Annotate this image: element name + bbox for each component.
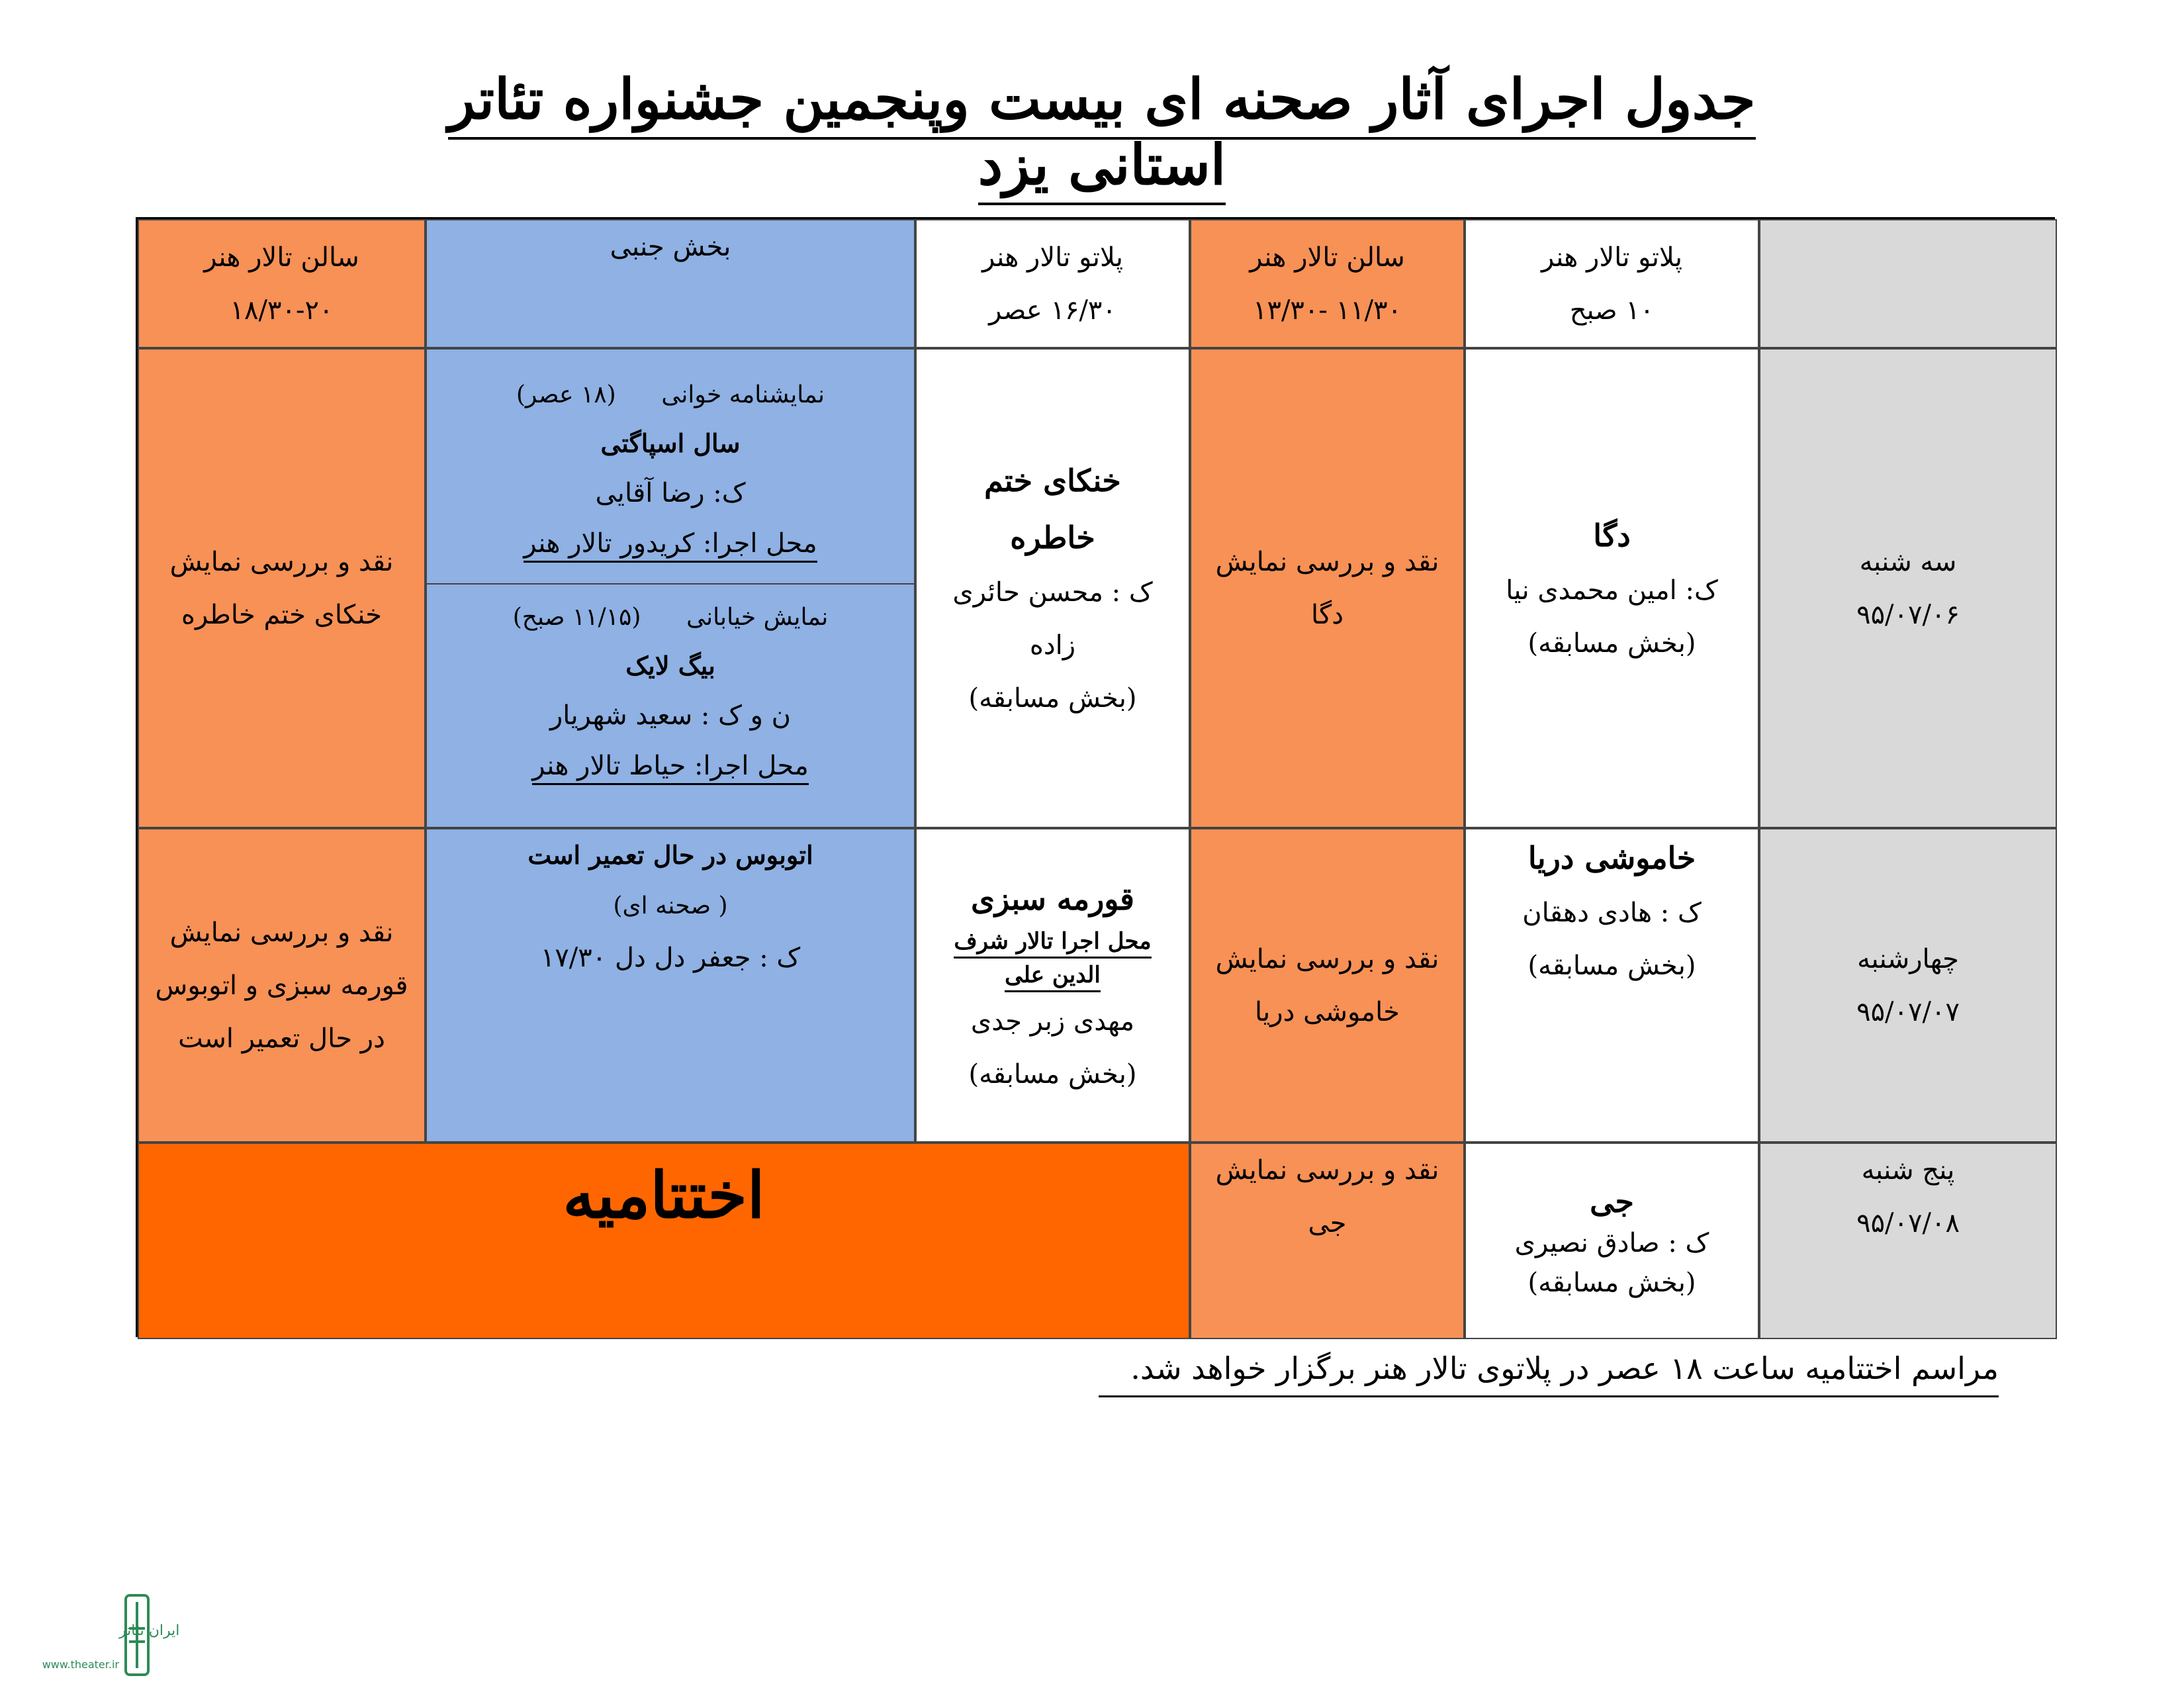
header-plateau-afternoon-name: پلاتو تالار هنر bbox=[982, 242, 1123, 273]
header-salon-evening-time: ۱۸/۳۰-۲۰ bbox=[230, 295, 334, 326]
row1-noon bbox=[1190, 348, 1465, 828]
row1-evening bbox=[138, 348, 426, 828]
header-plateau-afternoon-time: ۱۶/۳۰ عصر bbox=[989, 295, 1116, 326]
header-side-section bbox=[426, 219, 915, 348]
header-salon-noon-name: سالن تالار هنر bbox=[1250, 242, 1405, 273]
row1-side-reading bbox=[427, 363, 914, 585]
row2-morning-section: (بخش مسابقه) bbox=[1527, 951, 1696, 981]
row1-side-street-director: ن و ک : سعید شهریار bbox=[549, 700, 792, 731]
header-plateau-afternoon bbox=[915, 219, 1190, 348]
row1-morning bbox=[1465, 348, 1759, 828]
row1-afternoon-title2: خاطره bbox=[1010, 519, 1095, 555]
row1-side bbox=[426, 348, 915, 828]
iran-theater-logo bbox=[20, 1589, 180, 1681]
row2-noon-line2: خاموشی دریا bbox=[1254, 996, 1400, 1027]
logo-url: www.theater.ir bbox=[42, 1658, 119, 1671]
row1-noon-line1: نقد و بررسی نمایش bbox=[1215, 546, 1439, 577]
row1-side-street-venue: محل اجرا: حیاط تالار هنر bbox=[532, 753, 809, 785]
row1-day bbox=[1759, 348, 2057, 828]
row3-finale bbox=[138, 1143, 1190, 1339]
row2-afternoon bbox=[915, 828, 1190, 1143]
footnote: مراسم اختتامیه ساعت ۱۸ عصر در پلاتوی تالار هنر برگزار خواهد شد. bbox=[1099, 1350, 1999, 1397]
row1-afternoon-director1: ک : محسن حائری bbox=[952, 577, 1153, 608]
schedule-table bbox=[136, 217, 2055, 1337]
row1-side-reading-type: نمایشنامه خوانی bbox=[661, 381, 825, 408]
page-title bbox=[410, 66, 1794, 197]
row2-afternoon-title: قورمه سبزی bbox=[970, 880, 1135, 917]
row2-morning-title: خاموشی دریا bbox=[1527, 840, 1696, 876]
row2-noon bbox=[1190, 828, 1465, 1143]
row1-day-name: سه شنبه bbox=[1859, 546, 1957, 577]
row2-afternoon-section: (بخش مسابقه) bbox=[968, 1058, 1137, 1090]
row1-side-street-type: نمایش خیابانی bbox=[686, 604, 829, 631]
header-plateau-morning bbox=[1465, 219, 1759, 348]
row1-side-reading-time: (۱۸ عصر) bbox=[516, 381, 616, 408]
row1-day-date: ۹۵/۰۷/۰۶ bbox=[1856, 599, 1960, 630]
row1-noon-line2: دگا bbox=[1310, 599, 1344, 630]
row2-afternoon-director: مهدی زبر جدی bbox=[970, 1006, 1135, 1037]
header-plateau-morning-name: پلاتو تالار هنر bbox=[1541, 242, 1682, 273]
row3-day bbox=[1759, 1143, 2057, 1339]
row2-side-director: ک : جعفر دل دل ۱۷/۳۰ bbox=[540, 943, 801, 973]
row1-side-street-time: (۱۱/۱۵ صبح) bbox=[512, 604, 641, 631]
row2-morning bbox=[1465, 828, 1759, 1143]
row2-evening-line3: در حال تعمیر است bbox=[178, 1023, 385, 1054]
row2-side-title: اتوبوس در حال تعمیر است bbox=[527, 840, 813, 870]
row2-evening-line1: نقد و بررسی نمایش bbox=[169, 917, 394, 948]
row3-noon bbox=[1190, 1143, 1465, 1339]
row3-morning-section: (بخش مسابقه) bbox=[1527, 1267, 1696, 1298]
row3-day-date: ۹۵/۰۷/۰۸ bbox=[1856, 1208, 1960, 1239]
row2-side bbox=[426, 828, 915, 1143]
row1-evening-line2: خنکای ختم خاطره bbox=[181, 599, 383, 630]
row2-day-name: چهارشنبه bbox=[1857, 943, 1959, 974]
row1-side-reading-header bbox=[516, 383, 825, 407]
row2-side-type: ( صحنه ای) bbox=[613, 892, 728, 919]
header-plateau-morning-time: ۱۰ صبح bbox=[1569, 295, 1655, 326]
row1-side-street-title: بیگ لایک bbox=[625, 651, 715, 680]
row1-afternoon bbox=[915, 348, 1190, 828]
row1-side-reading-venue: محل اجرا: کریدور تالار هنر bbox=[523, 530, 817, 563]
row2-evening bbox=[138, 828, 426, 1143]
row1-side-reading-director: ک: رضا آقایی bbox=[595, 478, 746, 508]
header-salon-noon-time: ۱۱/۳۰ -۱۳/۳۰ bbox=[1252, 295, 1402, 326]
header-salon-noon bbox=[1190, 219, 1465, 348]
row3-morning-director: ک : صادق نصیری bbox=[1514, 1227, 1709, 1258]
row3-finale-text: اختتامیه bbox=[563, 1158, 765, 1233]
row2-morning-director: ک : هادی دهقان bbox=[1522, 898, 1702, 928]
row2-evening-line2: قورمه سبزی و اتوبوس bbox=[155, 970, 408, 1001]
row1-afternoon-section: (بخش مسابقه) bbox=[968, 682, 1137, 714]
row2-afternoon-venue1: محل اجرا تالار شرف bbox=[954, 930, 1151, 959]
row2-afternoon-venue2: الدین علی bbox=[1005, 964, 1101, 992]
row3-morning bbox=[1465, 1143, 1759, 1339]
row1-evening-line1: نقد و بررسی نمایش bbox=[169, 546, 394, 577]
row1-afternoon-title1: خنکای ختم bbox=[984, 462, 1121, 498]
row1-side-reading-title: سال اسپاگتی bbox=[600, 428, 741, 458]
row1-afternoon-director2: زاده bbox=[1029, 630, 1076, 661]
row2-day-date: ۹۵/۰۷/۰۷ bbox=[1856, 996, 1960, 1027]
header-corner bbox=[1759, 219, 2057, 348]
row1-side-street bbox=[427, 585, 914, 806]
row3-noon-line2: جی bbox=[1308, 1208, 1347, 1239]
row1-morning-title: دگا bbox=[1593, 517, 1631, 553]
row2-noon-line1: نقد و بررسی نمایش bbox=[1215, 943, 1439, 974]
row2-day bbox=[1759, 828, 2057, 1143]
row1-morning-director: ک: امین محمدی نیا bbox=[1506, 575, 1718, 606]
row3-noon-line1: نقد و بررسی نمایش bbox=[1215, 1155, 1439, 1186]
row3-day-name: پنج شنبه bbox=[1861, 1155, 1955, 1186]
row1-side-street-header bbox=[513, 606, 829, 630]
header-side-section-name: بخش جنبی bbox=[610, 232, 731, 262]
page-title-text: جدول اجرای آثار صحنه ای بیست وپنجمین جشنواره تئاتر استانی یزد bbox=[448, 66, 1755, 205]
header-salon-evening-name: سالن تالار هنر bbox=[204, 242, 359, 273]
header-salon-evening bbox=[138, 219, 426, 348]
row3-morning-title: جی bbox=[1590, 1183, 1634, 1219]
row1-morning-section: (بخش مسابقه) bbox=[1527, 628, 1696, 659]
logo-name: ایران تئاتر bbox=[119, 1622, 180, 1639]
